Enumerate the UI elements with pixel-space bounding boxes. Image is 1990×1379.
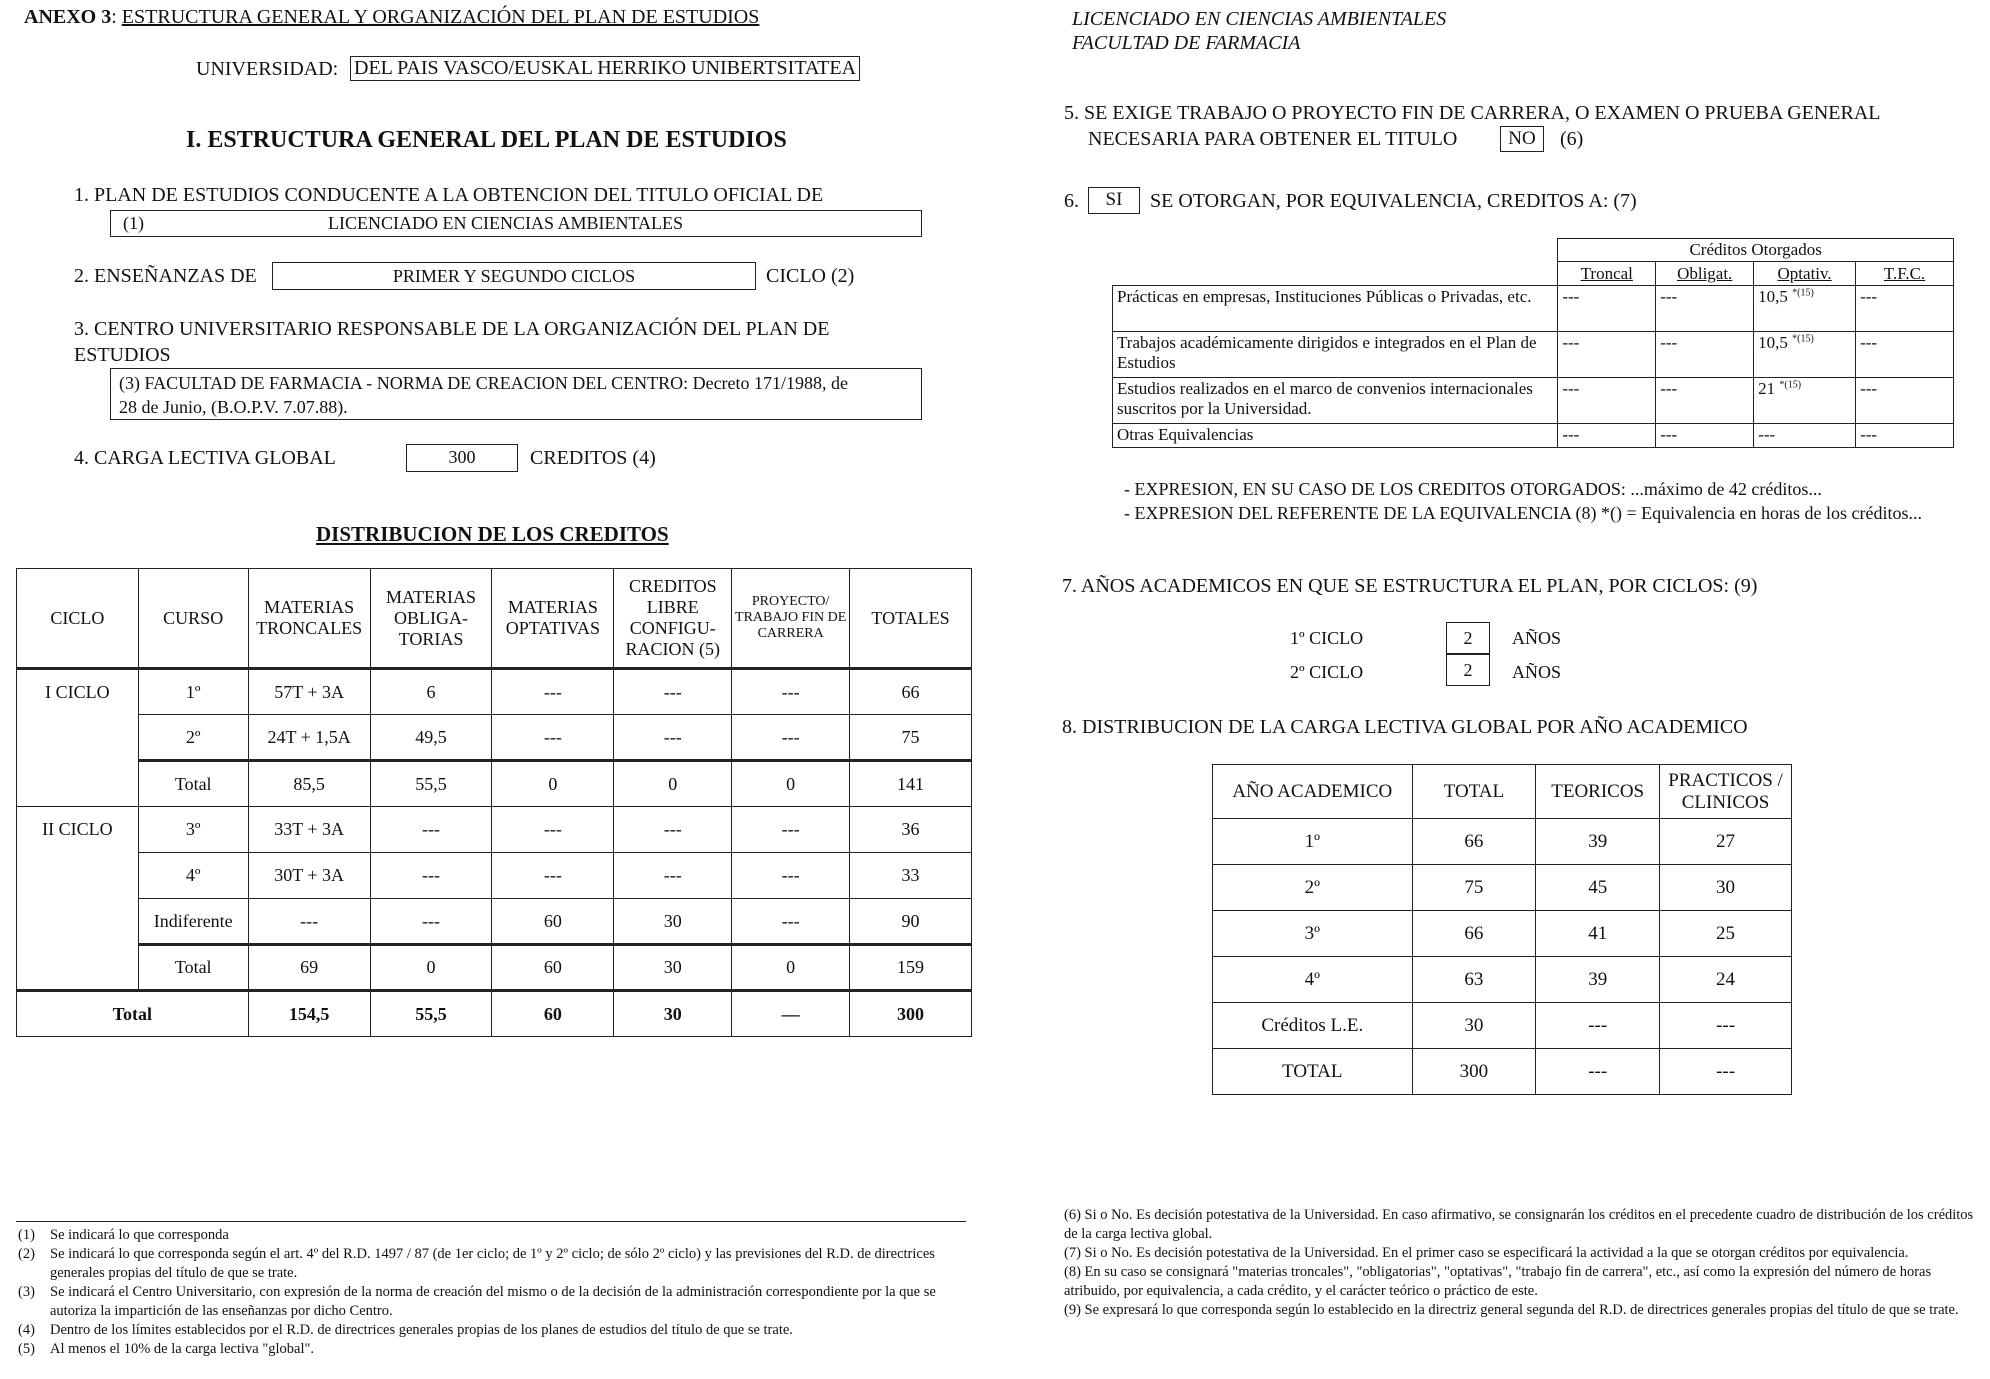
dist-total-label: Total: [17, 991, 249, 1037]
item7-row-unit: AÑOS: [1512, 628, 1562, 648]
table-row: [1213, 865, 1792, 911]
dist-cell: 141: [850, 761, 972, 807]
carga-cell: 75: [1412, 865, 1536, 911]
header-right-line1: LICENCIADO EN CIENCIAS AMBIENTALES: [1072, 8, 1447, 30]
item1-box: [110, 210, 922, 237]
item8-text: 8. DISTRIBUCION DE LA CARGA LECTIVA GLOBAL POR AÑO ACADEMICO: [1062, 716, 1748, 738]
dist-cell: ---: [248, 899, 370, 945]
dist-cell: ---: [370, 807, 492, 853]
dist-cell: ---: [492, 715, 614, 761]
equivalencias-table: [1112, 238, 1954, 448]
item5-line1: 5. SE EXIGE TRABAJO O PROYECTO FIN DE CARRERA, O EXAMEN O PRUEBA GENERAL: [1064, 102, 1881, 124]
carga-cell: 30: [1660, 865, 1792, 911]
item3-box: [110, 368, 922, 420]
equiv-cell: ---: [1754, 424, 1856, 448]
dist-cell: ---: [732, 669, 850, 715]
dist-header: CICLO: [17, 569, 139, 669]
table-row: [17, 807, 972, 853]
dist-header: CREDITOS LIBRE CONFIGU-RACION (5): [614, 569, 732, 669]
footnote: (7) Si o No. Es decisión potestativa de la Universidad. En el primer caso se especificará la actividad a la que se otorgan créditos por equivalencia.: [1064, 1245, 1909, 1261]
table-row: [1113, 332, 1954, 378]
dist-cell: [17, 761, 139, 807]
dist-cell: ---: [732, 807, 850, 853]
item7-text: 7. AÑOS ACADEMICOS EN QUE SE ESTRUCTURA EL PLAN, POR CICLOS: (9): [1062, 575, 1758, 597]
carga-header: TEORICOS: [1536, 765, 1660, 819]
footnote-divider: [16, 1221, 966, 1222]
equiv-cell: ---: [1856, 332, 1954, 378]
carga-cell: 39: [1536, 957, 1660, 1003]
dist-cell: 57T + 3A: [248, 669, 370, 715]
equiv-cell: ---: [1656, 286, 1754, 332]
carga-cell: Créditos L.E.: [1213, 1003, 1413, 1049]
equiv-cell: ---: [1656, 332, 1754, 378]
carga-header-row: [1213, 765, 1792, 819]
carga-table: [1212, 764, 1792, 1095]
header-right-line2: FACULTAD DE FARMACIA: [1072, 32, 1301, 54]
dist-cell: ---: [492, 807, 614, 853]
dist-header: PROYECTO/ TRABAJO FIN DE CARRERA: [732, 569, 850, 669]
total-row: [17, 991, 972, 1037]
dist-cell: Total: [138, 945, 248, 991]
dist-cell: ---: [732, 715, 850, 761]
carga-cell: 27: [1660, 819, 1792, 865]
dist-cell: 33T + 3A: [248, 807, 370, 853]
carga-cell: ---: [1536, 1003, 1660, 1049]
equiv-mark: *(15): [1792, 287, 1814, 299]
carga-header: PRACTICOS / CLINICOS: [1660, 765, 1792, 819]
equiv-cell: ---: [1856, 424, 1954, 448]
equiv-group-row: [1113, 239, 1954, 262]
dist-cell: 33: [850, 853, 972, 899]
equiv-cell: 21 $^{*(15)}$: [1754, 378, 1856, 424]
dist-header: MATERIAS OBLIGA-TORIAS: [370, 569, 492, 669]
item7-row-value: 2: [1446, 622, 1490, 654]
dist-cell: 30: [614, 945, 732, 991]
carga-cell: 1º: [1213, 819, 1413, 865]
equiv-note1: - EXPRESION, EN SU CASO DE LOS CREDITOS OTORGADOS: ...máximo de 42 créditos...: [1124, 479, 1822, 499]
anexo-label: ANEXO 3: [24, 6, 112, 28]
item4-value: 300: [406, 444, 518, 472]
item1-text: 1. PLAN DE ESTUDIOS CONDUCENTE A LA OBTENCION DEL TITULO OFICIAL DE: [74, 184, 824, 206]
equiv-cell: ---: [1656, 378, 1754, 424]
item2-value: PRIMER Y SEGUNDO CICLOS: [272, 262, 756, 290]
equiv-cell: ---: [1558, 286, 1656, 332]
dist-cell: ---: [492, 669, 614, 715]
item3-box-line1: (3) FACULTAD DE FARMACIA - NORMA DE CREACION DEL CENTRO: Decreto 171/1988, de: [119, 373, 849, 393]
dist-header: MATERIAS TRONCALES: [248, 569, 370, 669]
equiv-col-row: [1113, 262, 1954, 286]
dist-total-cell: 55,5: [370, 991, 492, 1037]
item7-row-label: 1º CICLO: [1290, 628, 1364, 648]
item6-number: 6.: [1064, 190, 1079, 212]
dist-cell: 49,5: [370, 715, 492, 761]
item7-row-unit: AÑOS: [1512, 662, 1562, 682]
carga-cell: 30: [1412, 1003, 1536, 1049]
dist-cell: [17, 853, 139, 899]
carga-cell: 66: [1412, 819, 1536, 865]
item3-line2: ESTUDIOS: [74, 344, 171, 366]
item5-line2: NECESARIA PARA OBTENER EL TITULO: [1088, 128, 1458, 150]
main-title: I. ESTRUCTURA GENERAL DEL PLAN DE ESTUDIOS: [186, 127, 787, 153]
dist-cell: 1º: [138, 669, 248, 715]
carga-cell: 24: [1660, 957, 1792, 1003]
carga-cell: 39: [1536, 819, 1660, 865]
carga-cell: ---: [1660, 1003, 1792, 1049]
distribucion-table: [16, 568, 972, 1037]
table-row: [1113, 378, 1954, 424]
dist-cell: ---: [370, 899, 492, 945]
carga-cell: TOTAL: [1213, 1049, 1413, 1095]
dist-cell: 36: [850, 807, 972, 853]
dist-header: CURSO: [138, 569, 248, 669]
dist-cell: [17, 715, 139, 761]
dist-cell: 85,5: [248, 761, 370, 807]
footnotes-right: [1064, 1206, 1984, 1320]
item7-row-label: 2º CICLO: [1290, 662, 1364, 682]
dist-cell: 6: [370, 669, 492, 715]
equiv-col-header: Troncal: [1558, 262, 1656, 286]
dist-total-cell: 154,5: [248, 991, 370, 1037]
item1-value: LICENCIADO EN CIENCIAS AMBIENTALES: [328, 213, 684, 233]
equiv-cell: ---: [1558, 424, 1656, 448]
dist-cell: ---: [370, 853, 492, 899]
equiv-cell: ---: [1558, 378, 1656, 424]
dist-cell: 0: [732, 945, 850, 991]
carga-cell: 66: [1412, 911, 1536, 957]
footnote: (1) Se indicará lo que corresponda: [18, 1227, 229, 1243]
dist-header-row: [17, 569, 972, 669]
equiv-cell: 10,5 $^{*(15)}$: [1754, 286, 1856, 332]
carga-header: AÑO ACADEMICO: [1213, 765, 1413, 819]
equiv-col-header: Obligat.: [1656, 262, 1754, 286]
dist-cell: [17, 899, 139, 945]
dist-cell: 0: [614, 761, 732, 807]
table-row: [17, 853, 972, 899]
dist-cell: 60: [492, 899, 614, 945]
footnote: (3) Se indicará el Centro Universitario, con expresión de la norma de creación del mismo o de la decisión de la administración correspondiente por la que se autoriza la impartición de las enseñanzas por dicho Centro.: [18, 1284, 936, 1319]
dist-cell: ---: [614, 669, 732, 715]
dist-cell: 2º: [138, 715, 248, 761]
dist-cell: 159: [850, 945, 972, 991]
dist-total-cell: 60: [492, 991, 614, 1037]
dist-cell: ---: [614, 807, 732, 853]
equiv-label: Prácticas en empresas, Instituciones Públicas o Privadas, etc.: [1113, 286, 1558, 332]
table-row: [17, 945, 972, 991]
equiv-cell: ---: [1656, 424, 1754, 448]
dist-cell: Indiferente: [138, 899, 248, 945]
dist-cell: 30T + 3A: [248, 853, 370, 899]
dist-cell: Total: [138, 761, 248, 807]
equiv-cell: ---: [1558, 332, 1656, 378]
carga-cell: 300: [1412, 1049, 1536, 1095]
dist-cell: 66: [850, 669, 972, 715]
dist-cell: 90: [850, 899, 972, 945]
carga-cell: 25: [1660, 911, 1792, 957]
dist-cell: ---: [732, 853, 850, 899]
table-row: [1213, 911, 1792, 957]
equiv-mark: *(15): [1792, 333, 1814, 345]
dist-cell: 75: [850, 715, 972, 761]
carga-cell: ---: [1536, 1049, 1660, 1095]
equiv-label: Estudios realizados en el marco de convenios internacionales suscritos por la Universidad.: [1113, 378, 1558, 424]
dist-header: MATERIAS OPTATIVAS: [492, 569, 614, 669]
dist-cell: I CICLO: [17, 669, 139, 715]
item4-label: 4. CARGA LECTIVA GLOBAL: [74, 447, 336, 469]
table-row: [1113, 424, 1954, 448]
dist-cell: 3º: [138, 807, 248, 853]
item5-note: (6): [1560, 128, 1584, 150]
table-row: [1213, 819, 1792, 865]
dist-cell: 4º: [138, 853, 248, 899]
item3-box-line2: 28 de Junio, (B.O.P.V. 7.07.88).: [119, 397, 348, 417]
footnotes-left: [18, 1226, 968, 1359]
carga-cell: 45: [1536, 865, 1660, 911]
item1-note: (1): [123, 213, 144, 233]
dist-cell: 24T + 1,5A: [248, 715, 370, 761]
carga-cell: 3º: [1213, 911, 1413, 957]
table-row: [1213, 1049, 1792, 1095]
item6-text: SE OTORGAN, POR EQUIVALENCIA, CREDITOS A: (7): [1150, 190, 1637, 212]
carga-cell: 63: [1412, 957, 1536, 1003]
footnote: (5) Al menos el 10% de la carga lectiva "global".: [18, 1341, 315, 1357]
item4-suffix: CREDITOS (4): [530, 447, 656, 469]
dist-cell: ---: [492, 853, 614, 899]
carga-cell: ---: [1660, 1049, 1792, 1095]
dist-total-cell: 300: [850, 991, 972, 1037]
footnote: (8) En su caso se consignará "materias troncales", "obligatorias", "optativas", "trabajo fin de carrera", etc., así como la expresión del número de horas atribuido, por equivalencia, a cada crédito, y el carácter teórico o práctico de este.: [1064, 1264, 1932, 1299]
item7-row-value: 2: [1446, 654, 1490, 686]
table-row: [17, 899, 972, 945]
universidad-value: DEL PAIS VASCO/EUSKAL HERRIKO UNIBERTSITATEA: [350, 56, 860, 81]
equiv-col-header: Optativ.: [1754, 262, 1856, 286]
dist-cell: 55,5: [370, 761, 492, 807]
equiv-label: Trabajos académicamente dirigidos e integrados en el Plan de Estudios: [1113, 332, 1558, 378]
table-row: [17, 761, 972, 807]
footnote: (4) Dentro de los límites establecidos por el R.D. de directrices generales propias de los planes de estudios del título de que se trate.: [18, 1322, 793, 1338]
equiv-group-header: Créditos Otorgados: [1558, 239, 1954, 262]
footnote: (6) Si o No. Es decisión potestativa de la Universidad. En caso afirmativo, se consignarán los créditos en el precedente cuadro de distribución de los créditos de la carga lectiva global.: [1064, 1207, 1974, 1242]
item3-line1: 3. CENTRO UNIVERSITARIO RESPONSABLE DE LA ORGANIZACIÓN DEL PLAN DE: [74, 318, 830, 340]
universidad-label: UNIVERSIDAD:: [196, 58, 339, 80]
footnote: (2) Se indicará lo que corresponda según el art. 4º del R.D. 1497 / 87 (de 1er ciclo; de 1º y 2º ciclo; de sólo 2º ciclo) y las previsiones del R.D. de directrices generales propias del título de que se trate.: [18, 1246, 935, 1281]
dist-cell: 60: [492, 945, 614, 991]
anexo-title: ESTRUCTURA GENERAL Y ORGANIZACIÓN DEL PLAN DE ESTUDIOS: [121, 6, 760, 28]
dist-cell: [17, 945, 139, 991]
equiv-label: Otras Equivalencias: [1113, 424, 1558, 448]
item6-value: SI: [1088, 187, 1140, 214]
carga-cell: 2º: [1213, 865, 1413, 911]
dist-header: TOTALES: [850, 569, 972, 669]
table-row: [17, 715, 972, 761]
item2-suffix: CICLO (2): [766, 265, 855, 287]
table-row: [1213, 957, 1792, 1003]
dist-cell: 0: [492, 761, 614, 807]
footnote: (9) Se expresará lo que corresponda según lo establecido en la directriz general segunda del R.D. de directrices generales propias del título de que se trate.: [1064, 1302, 1959, 1318]
equiv-mark: *(15): [1779, 379, 1802, 391]
carga-cell: 41: [1536, 911, 1660, 957]
dist-total-cell: —: [732, 991, 850, 1037]
item2-label: 2. ENSEÑANZAS DE: [74, 265, 257, 287]
dist-cell: 69: [248, 945, 370, 991]
equiv-note2: - EXPRESION DEL REFERENTE DE LA EQUIVALENCIA (8) *() = Equivalencia en horas de los créditos...: [1124, 503, 1923, 523]
table-row: [1213, 1003, 1792, 1049]
distribucion-title: DISTRIBUCION DE LOS CREDITOS: [316, 522, 669, 546]
dist-total-cell: 30: [614, 991, 732, 1037]
dist-cell: 30: [614, 899, 732, 945]
equiv-col-header: T.F.C.: [1856, 262, 1954, 286]
carga-header: TOTAL: [1412, 765, 1536, 819]
equiv-cell: 10,5 $^{*(15)}$: [1754, 332, 1856, 378]
dist-cell: ---: [732, 899, 850, 945]
item5-value: NO: [1500, 126, 1544, 152]
equiv-cell: ---: [1856, 286, 1954, 332]
dist-cell: 0: [370, 945, 492, 991]
dist-cell: II CICLO: [17, 807, 139, 853]
table-row: [1113, 286, 1954, 332]
anexo-heading: ANEXO 3: ESTRUCTURA GENERAL Y ORGANIZACIÓN DEL PLAN DE ESTUDIOS: [24, 6, 760, 28]
equiv-cell: ---: [1856, 378, 1954, 424]
carga-cell: 4º: [1213, 957, 1413, 1003]
table-row: [17, 669, 972, 715]
dist-cell: ---: [614, 853, 732, 899]
dist-cell: ---: [614, 715, 732, 761]
dist-cell: 0: [732, 761, 850, 807]
